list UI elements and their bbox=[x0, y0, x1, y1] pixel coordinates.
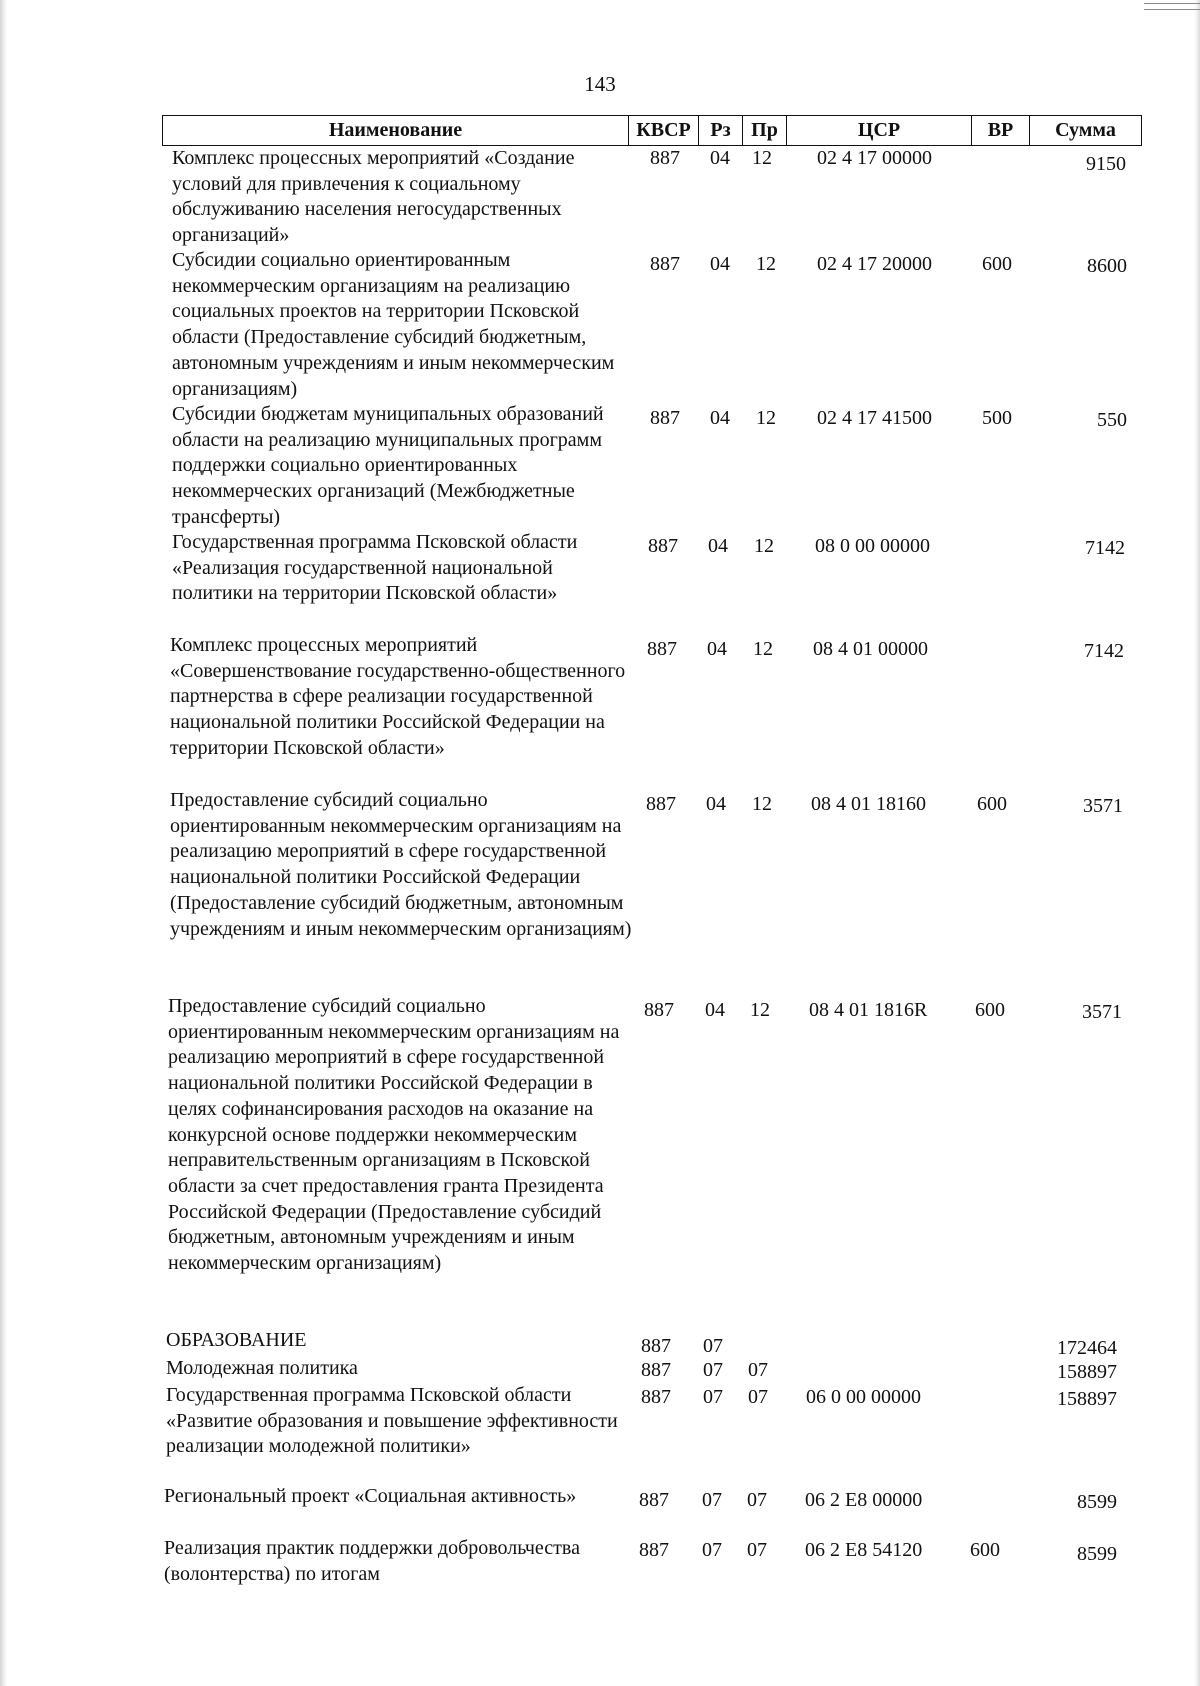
row-sum: 158897 bbox=[1057, 1361, 1117, 1383]
row-sum: 8599 bbox=[1077, 1543, 1117, 1565]
row-pr: 12 bbox=[754, 535, 774, 557]
row-pr: 12 bbox=[750, 999, 770, 1021]
row-kvsr: 887 bbox=[641, 1386, 671, 1408]
row-sum: 8600 bbox=[1087, 255, 1127, 277]
corner-mark-line bbox=[1144, 3, 1200, 4]
row-pr: 07 bbox=[747, 1539, 767, 1561]
row-csr: 08 4 01 18160 bbox=[811, 793, 926, 815]
row-vr: 600 bbox=[970, 1539, 1000, 1561]
row-sum: 7142 bbox=[1084, 640, 1124, 662]
table-header bbox=[162, 115, 1142, 146]
header-name: Наименование bbox=[163, 116, 629, 145]
header-csr: ЦСР bbox=[787, 116, 972, 145]
header-pr: Пр bbox=[743, 116, 787, 145]
row-rz: 04 bbox=[710, 253, 730, 275]
row-name: Субсидии социально ориентированным некоммерческим организациям на реализацию социальных проектов на территории Псковской области (Предоставление субсидий бюджетным, автономным учреждениям и иным некоммерческим организациям) bbox=[172, 249, 615, 400]
row-name: Комплекс процессных мероприятий «Совершенствование государственно-общественного партнерства в сфере реализации государственной национальной политики Российской Федерации на территории Псковской области» bbox=[170, 634, 626, 759]
row-rz: 07 bbox=[702, 1489, 722, 1511]
row-kvsr: 887 bbox=[650, 147, 680, 169]
header-kvsr: КВСР bbox=[629, 116, 699, 145]
row-rz: 07 bbox=[703, 1359, 723, 1381]
row-csr: 02 4 17 41500 bbox=[817, 407, 932, 429]
row-vr: 600 bbox=[982, 253, 1012, 275]
row-name: Предоставление субсидий социально ориентированным некоммерческим организациям на реализацию мероприятий в сфере государственной национальной политики Российской Федерации в целях софинансирования расходов на оказание на конкурсной основе поддержки некоммерческим неправительственным организациям в Псковской области за счет предоставления гранта Президента Российской Федерации (Предоставление субсидий бюджетным, автономным учреждениям и иным некоммерческим организациям) bbox=[168, 995, 620, 1275]
row-sum: 9150 bbox=[1086, 153, 1126, 175]
scan-edge-right bbox=[1194, 0, 1200, 1686]
row-name: Государственная программа Псковской области «Реализация государственной национальной политики на территории Псковской области» bbox=[172, 531, 578, 605]
row-name: Реализация практик поддержки добровольчества (волонтерства) по итогам bbox=[164, 1537, 580, 1585]
row-csr: 08 0 00 00000 bbox=[815, 535, 930, 557]
row-sum: 8599 bbox=[1077, 1491, 1117, 1513]
header-sum: Сумма bbox=[1055, 119, 1116, 141]
row-csr: 08 4 01 1816R bbox=[809, 999, 928, 1021]
row-name: Государственная программа Псковской области «Развитие образования и повышение эффективности реализации молодежной политики» bbox=[166, 1384, 618, 1458]
row-rz: 04 bbox=[707, 638, 727, 660]
row-rz: 07 bbox=[702, 1539, 722, 1561]
row-rz: 04 bbox=[708, 535, 728, 557]
row-sum: 3571 bbox=[1083, 795, 1123, 817]
row-rz: 04 bbox=[710, 407, 730, 429]
row-kvsr: 887 bbox=[647, 638, 677, 660]
row-pr: 07 bbox=[748, 1359, 768, 1381]
row-kvsr: 887 bbox=[644, 999, 674, 1021]
row-csr: 06 2 E8 54120 bbox=[805, 1539, 923, 1561]
row-name: Предоставление субсидий социально ориентированным некоммерческим организациям на реализацию мероприятий в сфере государственной национальной политики Российской Федерации (Предоставление субсидий бюджетным, автономным учреждениям и иным некоммерческим организациям) bbox=[170, 789, 632, 940]
row-vr: 600 bbox=[977, 793, 1007, 815]
row-rz: 04 bbox=[705, 999, 725, 1021]
row-pr: 07 bbox=[748, 1386, 768, 1408]
row-name: Субсидии бюджетам муниципальных образований области на реализацию муниципальных программ поддержки социально ориентированных некоммерческих организаций (Межбюджетные трансферты) bbox=[172, 403, 604, 528]
row-csr: 06 0 00 00000 bbox=[806, 1386, 921, 1408]
row-rz: 07 bbox=[703, 1335, 723, 1357]
row-pr: 12 bbox=[756, 253, 776, 275]
scan-edge-left bbox=[0, 0, 7, 1686]
row-pr: 12 bbox=[753, 638, 773, 660]
row-rz: 04 bbox=[710, 147, 730, 169]
row-sum: 3571 bbox=[1082, 1001, 1122, 1023]
row-rz: 07 bbox=[703, 1386, 723, 1408]
row-name: Молодежная политика bbox=[166, 1357, 358, 1379]
corner-mark-line bbox=[1144, 9, 1200, 10]
header-rz: Рз bbox=[699, 116, 743, 145]
row-kvsr: 887 bbox=[650, 253, 680, 275]
row-vr: 600 bbox=[975, 999, 1005, 1021]
row-pr: 12 bbox=[752, 147, 772, 169]
row-pr: 12 bbox=[752, 793, 772, 815]
row-vr: 500 bbox=[982, 407, 1012, 429]
page-number: 143 bbox=[584, 72, 616, 96]
row-sum: 158897 bbox=[1057, 1388, 1117, 1410]
row-kvsr: 887 bbox=[648, 535, 678, 557]
row-sum: 172464 bbox=[1057, 1337, 1117, 1359]
row-sum: 550 bbox=[1097, 409, 1127, 431]
row-kvsr: 887 bbox=[646, 793, 676, 815]
row-csr: 02 4 17 20000 bbox=[817, 253, 932, 275]
row-csr: 02 4 17 00000 bbox=[817, 147, 932, 169]
row-rz: 04 bbox=[706, 793, 726, 815]
header-vr: ВР bbox=[972, 116, 1030, 145]
row-kvsr: 887 bbox=[641, 1359, 671, 1381]
row-sum: 7142 bbox=[1085, 537, 1125, 559]
row-pr: 07 bbox=[747, 1489, 767, 1511]
row-kvsr: 887 bbox=[641, 1335, 671, 1357]
row-csr: 06 2 E8 00000 bbox=[805, 1489, 923, 1511]
row-csr: 08 4 01 00000 bbox=[813, 638, 928, 660]
row-name: ОБРАЗОВАНИЕ bbox=[166, 1329, 307, 1351]
row-pr: 12 bbox=[756, 407, 776, 429]
row-kvsr: 887 bbox=[639, 1539, 669, 1561]
row-kvsr: 887 bbox=[639, 1489, 669, 1511]
row-name: Региональный проект «Социальная активность» bbox=[164, 1485, 577, 1507]
row-name: Комплекс процессных мероприятий «Создание условий для привлечения к социальному обслуживанию населения негосударственных организаций» bbox=[172, 147, 575, 247]
row-kvsr: 887 bbox=[650, 407, 680, 429]
